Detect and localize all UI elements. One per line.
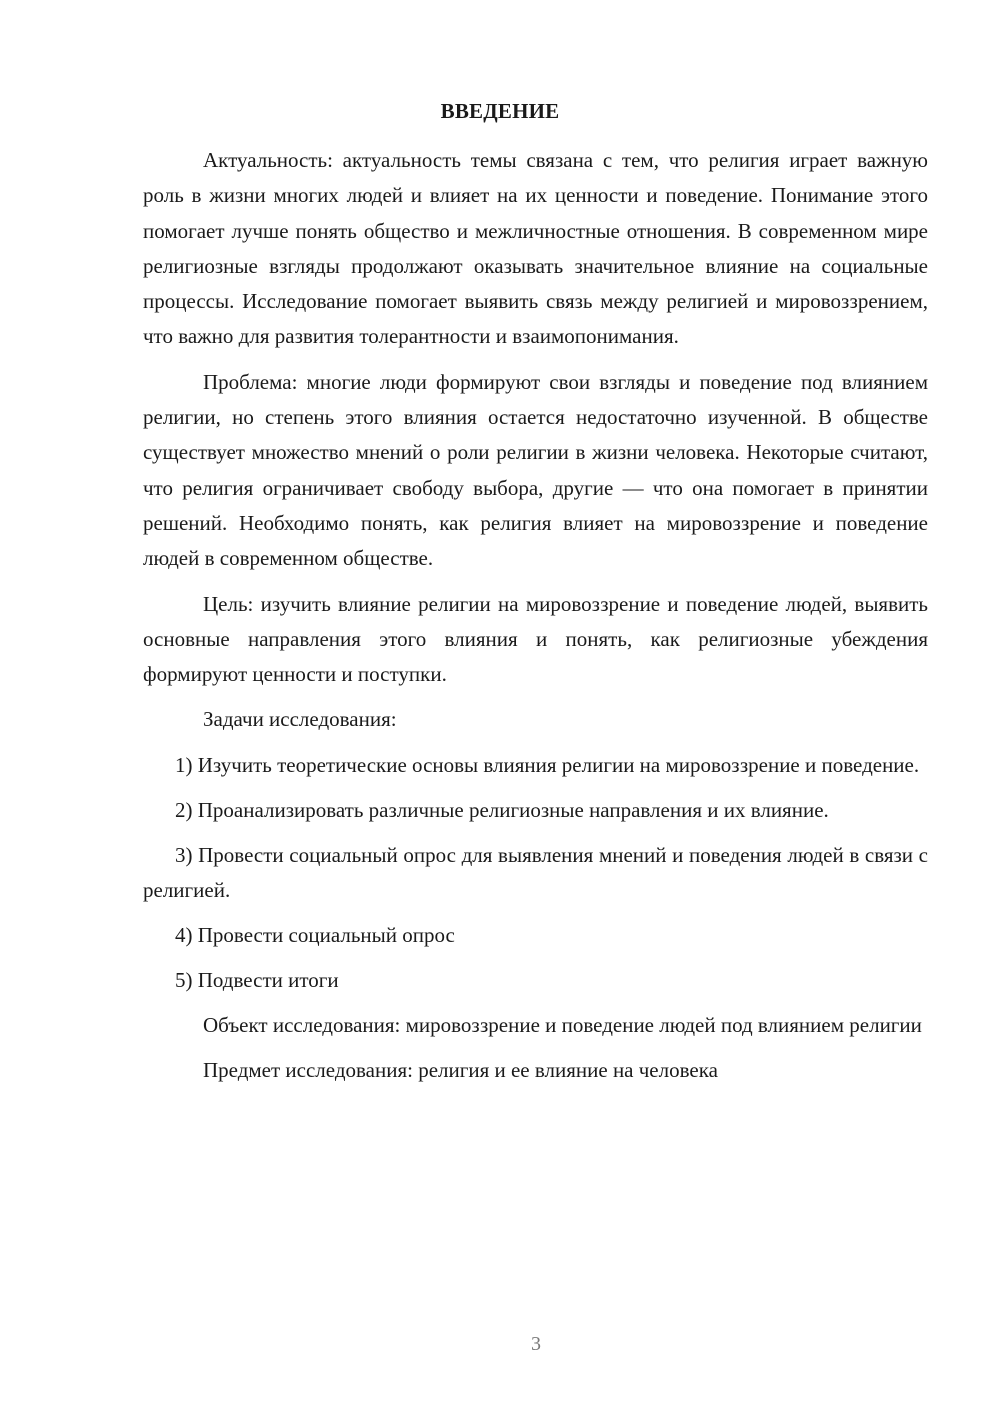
task-item-5: 5) Подвести итоги [175, 967, 339, 992]
page-title: ВВЕДЕНИЕ [440, 99, 560, 123]
goal-paragraph: Цель: изучить влияние религии на мировоззрение и поведение людей, выявить основные направления этого влияния и понять, как религиозные убеждения формируют ценности и поступки. [143, 591, 928, 687]
subject-paragraph: Предмет исследования: религия и ее влияние на человека [203, 1058, 718, 1083]
relevance-paragraph: Актуальность: актуальность темы связана с тем, что религия играет важную роль в жизни многих людей и влияет на их ценности и поведение. Понимание этого помогает лучше понять общество и межличностные отношения. В современном мире религиозные взгляды продолжают оказывать значительное влияние на социальные процессы. Исследование помогает выявить связь между религией и мировоззрением, что важно для развития толерантности и взаимопонимания. [143, 148, 928, 349]
task-item-4: 4) Провести социальный опрос [175, 922, 455, 947]
task-item-3: 3) Провести социальный опрос для выявления мнений и поведения людей в связи с религией. [143, 842, 928, 902]
document-body [143, 143, 928, 1098]
task-item-2: 2) Проанализировать различные религиозные направления и их влияние. [175, 797, 829, 822]
object-paragraph: Объект исследования: мировоззрение и поведение людей под влиянием религии [203, 1012, 922, 1037]
task-item-1: 1) Изучить теоретические основы влияния религии на мировоззрение и поведение. [175, 752, 920, 777]
problem-paragraph: Проблема: многие люди формируют свои взгляды и поведение под влиянием религии, но степень этого влияния остается недостаточно изученной. В обществе существует множество мнений о роли религии в жизни человека. Некоторые считают, что религия ограничивает свободу выбора, другие — что она помогает в принятии решений. Необходимо понять, как религия влияет на мировоззрение и поведение людей в современном обществе. [143, 369, 928, 571]
page-number: 3 [531, 1333, 541, 1355]
tasks-title: Задачи исследования: [203, 707, 397, 732]
